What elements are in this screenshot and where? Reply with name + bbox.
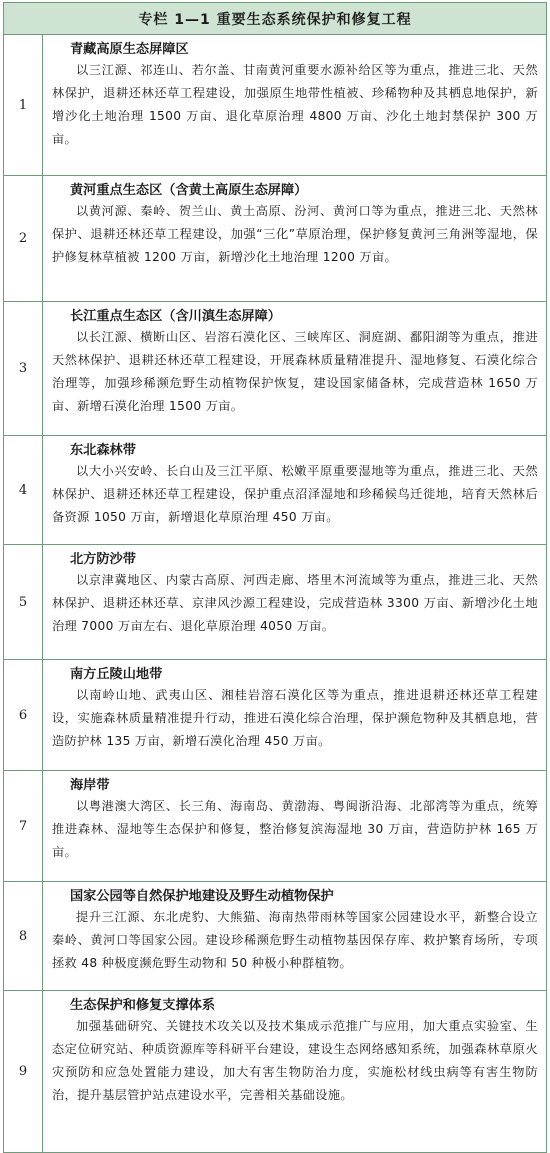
row-number: 7 xyxy=(4,771,43,882)
row-title: 海岸带 xyxy=(70,778,110,793)
row-body: 提升三江源、东北虎豹、大熊猫、海南热带雨林等国家公园建设水平，新整合设立秦岭、黄河口等国家公园。建设珍稀濒危野生动植物基因保存库、救护繁育场所，专项拯救 48 种极度濒危野生动物和 50 种极小种群植物。 xyxy=(52,910,538,970)
row-number: 5 xyxy=(4,545,43,660)
row-number: 9 xyxy=(4,991,43,1153)
row-content xyxy=(43,35,547,176)
row-number: 3 xyxy=(4,302,43,436)
row-body: 以京津冀地区、内蒙古高原、河西走廊、塔里木河流域等为重点，推进三北、天然林保护、退耕还林还草、京津风沙源工程建设，完成营造林 3300 万亩、新增沙化土地治理 7000 万亩左右、退化草原治理 4050 万亩。 xyxy=(52,573,538,633)
table-row xyxy=(4,771,547,882)
row-title: 黄河重点生态区（含黄土高原生态屏障） xyxy=(70,183,308,198)
row-title: 生态保护和修复支撑体系 xyxy=(70,998,216,1013)
row-body: 加强基础研究、关键技术攻关以及技术集成示范推广与应用，加大重点实验室、生态定位研究站、种质资源库等科研平台建设，建设生态网络感知系统，加强森林草原火灾预防和应急处置能力建设，加大有害生物防治力度，实施松材线虫病等有害生物防治，提升基层管护站点建设水平，完善相关基础设施。 xyxy=(52,1019,538,1102)
ecosystem-projects-table xyxy=(3,2,547,1153)
row-body: 以粤港澳大湾区、长三角、海南岛、黄渤海、粤闽浙沿海、北部湾等为重点，统筹推进森林、湿地等生态保护和修复，整治修复滨海湿地 30 万亩，营造防护林 165 万亩。 xyxy=(52,799,538,859)
table-row xyxy=(4,176,547,302)
row-content xyxy=(43,176,547,302)
table-row xyxy=(4,436,547,545)
row-title: 北方防沙带 xyxy=(70,552,136,567)
table-row xyxy=(4,302,547,436)
row-number: 1 xyxy=(4,35,43,176)
row-content xyxy=(43,771,547,882)
row-content xyxy=(43,436,547,545)
row-body: 以南岭山地、武夷山区、湘桂岩溶石漠化区等为重点，推进退耕还林还草工程建设，实施森林质量精准提升行动，推进石漠化综合治理，保护濒危物种及其栖息地，营造防护林 135 万亩，新增石漠化治理 450 万亩。 xyxy=(52,688,538,748)
row-title: 青藏高原生态屏障区 xyxy=(70,42,189,57)
row-title: 长江重点生态区（含川滇生态屏障） xyxy=(70,309,281,324)
row-body: 以三江源、祁连山、若尔盖、甘南黄河重要水源补给区等为重点，推进三北、天然林保护，退耕还林还草工程建设，加强原生地带性植被、珍稀物种及其栖息地保护，新增沙化土地治理 1500 万亩、退化草原治理 4800 万亩、沙化土地封禁保护 300 万亩。 xyxy=(52,63,538,146)
row-number: 4 xyxy=(4,436,43,545)
row-title: 南方丘陵山地带 xyxy=(70,667,163,682)
row-number: 2 xyxy=(4,176,43,302)
table-row xyxy=(4,882,547,991)
row-content xyxy=(43,882,547,991)
table-title: 专栏 1—1 重要生态系统保护和修复工程 xyxy=(4,3,547,35)
row-content xyxy=(43,991,547,1153)
row-content xyxy=(43,545,547,660)
row-content xyxy=(43,302,547,436)
row-content xyxy=(43,660,547,771)
table-row xyxy=(4,545,547,660)
row-title: 东北森林带 xyxy=(70,443,136,458)
table-row xyxy=(4,35,547,176)
row-title: 国家公园等自然保护地建设及野生动植物保护 xyxy=(70,889,334,904)
row-number: 6 xyxy=(4,660,43,771)
row-body: 以黄河源、秦岭、贺兰山、黄土高原、汾河、黄河口等为重点，推进三北、天然林保护、退耕还林还草工程建设，加强“三化”草原治理，保护修复黄河三角洲等湿地，保护修复林草植被 1200 万亩，新增沙化土地治理 1200 万亩。 xyxy=(52,204,538,264)
row-body: 以长江源、横断山区、岩溶石漠化区、三峡库区、洞庭湖、鄱阳湖等为重点，推进天然林保护、退耕还林还草工程建设，开展森林质量精准提升、湿地修复、石漠化综合治理等，加强珍稀濒危野生动植物保护恢复，建设国家储备林，完成营造林 1650 万亩、新增石漠化治理 1500 万亩。 xyxy=(52,330,538,413)
row-number: 8 xyxy=(4,882,43,991)
table-row xyxy=(4,991,547,1153)
table-row xyxy=(4,660,547,771)
row-body: 以大小兴安岭、长白山及三江平原、松嫩平原重要湿地等为重点，推进三北、天然林保护、退耕还林还草工程建设，保护重点沼泽湿地和珍稀候鸟迁徙地，培育天然林后备资源 1050 万亩，新增退化草原治理 450 万亩。 xyxy=(52,464,538,524)
